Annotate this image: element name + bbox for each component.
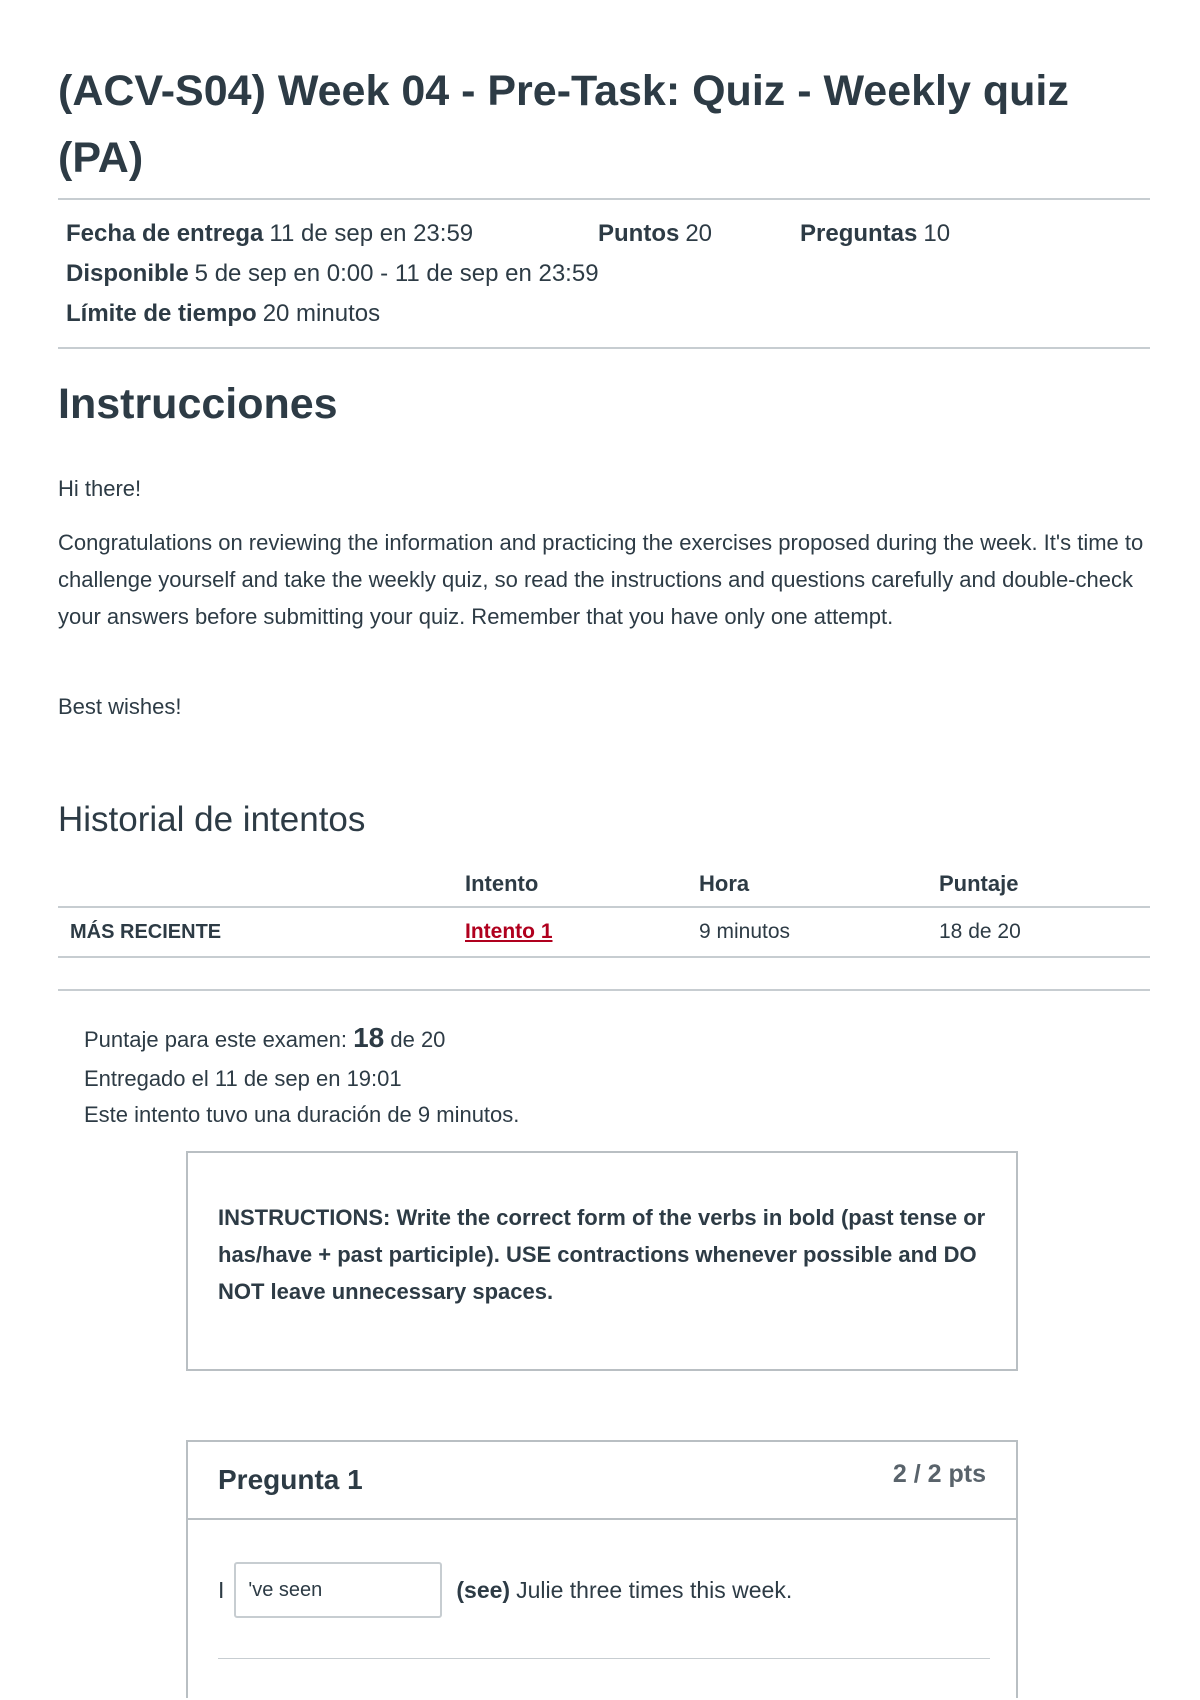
question-body <box>188 1520 1016 1700</box>
availability-value: 5 de sep en 0:00 - 11 de sep en 23:59 <box>194 260 599 287</box>
instructions-closing: Best wishes! <box>58 694 182 719</box>
questions-label: Preguntas <box>800 220 918 247</box>
time-limit <box>66 300 380 328</box>
attempt-time: 9 minutos <box>699 907 939 957</box>
question-title: Pregunta 1 <box>218 1464 363 1495</box>
question-points: 2 / 2 pts <box>892 1460 986 1488</box>
attempt-duration: Este intento tuvo una duración de 9 minutos. <box>84 1102 520 1127</box>
availability-label: Disponible <box>66 260 189 287</box>
questions <box>800 220 950 248</box>
column-header-time: Hora <box>699 862 939 907</box>
verb-hint: (see) <box>456 1576 511 1603</box>
divider <box>58 198 1150 200</box>
quiz-score <box>84 1022 445 1054</box>
table-header-row <box>58 862 1150 907</box>
due-date-value: 11 de sep en 23:59 <box>269 220 474 247</box>
attempt-score: 18 de 20 <box>939 907 1150 957</box>
column-header-label <box>58 862 465 907</box>
score-suffix: de 20 <box>390 1027 446 1052</box>
divider <box>58 989 1150 991</box>
attempt-history-table <box>58 862 1150 958</box>
question-text <box>218 1562 792 1618</box>
column-header-attempt: Intento <box>465 862 699 907</box>
score-prefix: Puntaje para este examen: <box>84 1027 347 1052</box>
page-title: (ACV-S04) Week 04 - Pre-Task: Quiz - Weekly quiz (PA) <box>58 67 1069 182</box>
submitted-date: Entregado el 11 de sep en 19:01 <box>84 1066 402 1091</box>
instructions-heading: Instrucciones <box>58 380 338 428</box>
questions-value: 10 <box>923 220 951 247</box>
instructions-greeting: Hi there! <box>58 476 142 501</box>
divider <box>218 1658 990 1659</box>
points-value: 20 <box>685 220 713 247</box>
column-header-score: Puntaje <box>939 862 1150 907</box>
time-limit-label: Límite de tiempo <box>66 300 257 327</box>
table-row <box>58 907 1150 957</box>
score-value: 18 <box>353 1022 385 1053</box>
divider <box>58 347 1150 349</box>
question-prefix: I <box>218 1576 225 1603</box>
due-date <box>66 220 473 248</box>
question-header <box>188 1442 1016 1520</box>
points-label: Puntos <box>598 220 680 247</box>
most-recent-label: MÁS RECIENTE <box>58 907 465 957</box>
question-rest: Julie three times this week. <box>516 1576 793 1603</box>
time-limit-value: 20 minutos <box>262 300 381 327</box>
availability <box>66 260 599 288</box>
question-1 <box>186 1440 1018 1698</box>
quiz-instructions-box: INSTRUCTIONS: Write the correct form of the verbs in bold (past tense or has/have + past participle). USE contractions whenever possible and DO NOT leave unnecessary spaces. <box>186 1151 1018 1371</box>
answer-input[interactable] <box>234 1562 442 1618</box>
attempt-1-link[interactable]: Intento 1 <box>465 920 553 943</box>
due-date-label: Fecha de entrega <box>66 220 264 247</box>
instructions-body: Congratulations on reviewing the information and practicing the exercises proposed during the week. It's time to challenge yourself and take the weekly quiz, so read the instructions and questions carefully and double-check your answers before submitting your quiz. Remember that you have only one attempt. <box>58 530 1144 629</box>
points <box>598 220 712 248</box>
attempt-history-heading: Historial de intentos <box>58 800 366 839</box>
